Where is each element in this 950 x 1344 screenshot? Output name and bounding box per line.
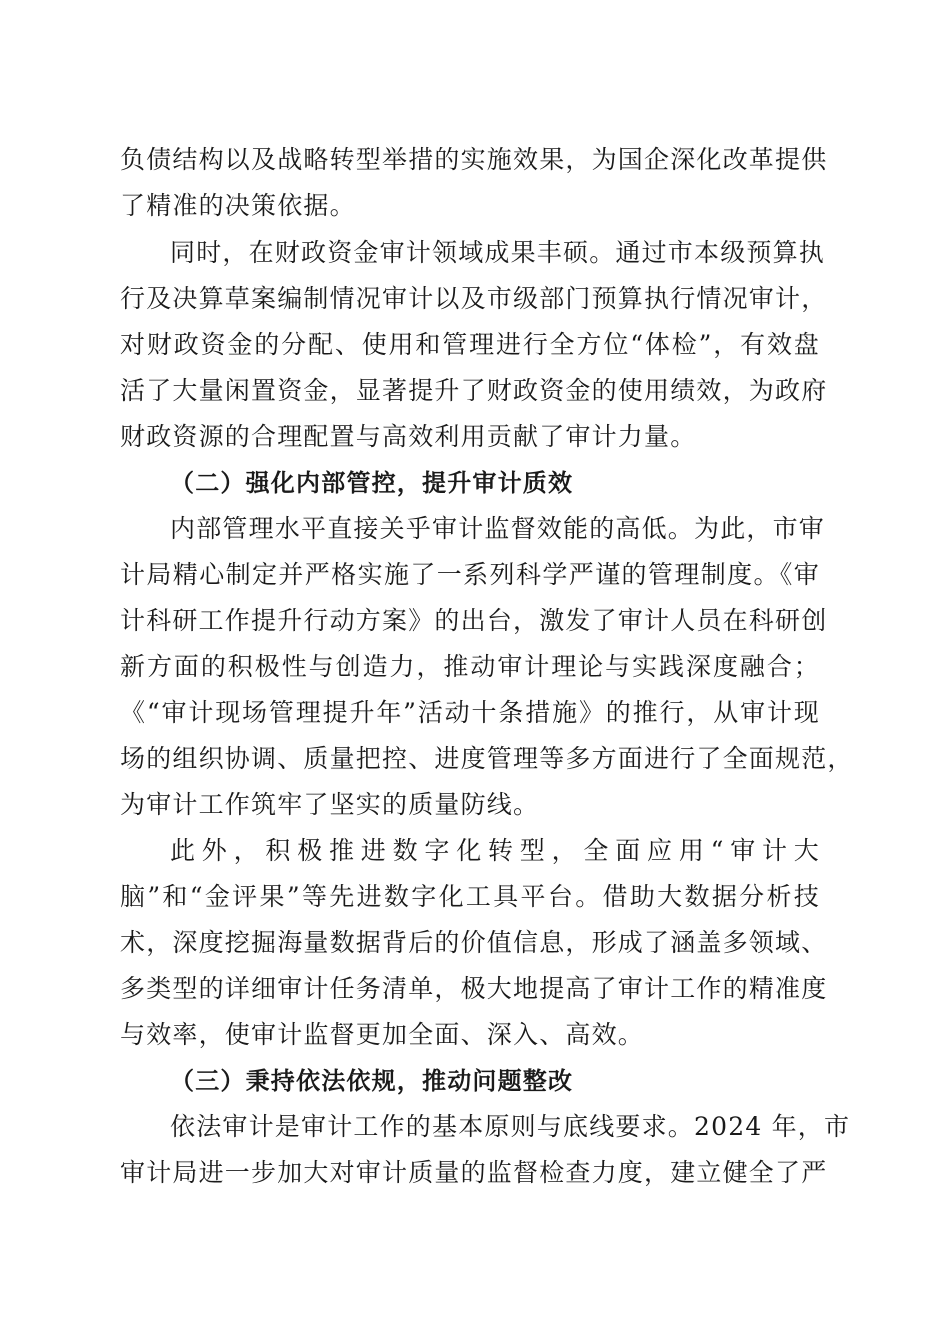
paragraph-line: 与效率，使审计监督更加全面、深入、高效。 <box>120 1020 645 1049</box>
paragraph-line: 场的组织协调、质量把控、进度管理等多方面进行了全面规范， <box>120 744 854 773</box>
paragraph-line: 此外，积极推进数字化转型，全面应用“审计大 <box>170 836 820 865</box>
paragraph-line: 同时，在财政资金审计领域成果丰硕。通过市本级预算执 <box>170 238 826 267</box>
paragraph-line: 为审计工作筑牢了坚实的质量防线。 <box>120 790 540 819</box>
paragraph-line: 负债结构以及战略转型举措的实施效果，为国企深化改革提供 <box>120 145 828 174</box>
paragraph-line: 依法审计是审计工作的基本原则与底线要求。2024 年，市 <box>170 1112 851 1141</box>
paragraph-line: 了精准的决策依据。 <box>120 191 356 220</box>
paragraph-line: 多类型的详细审计任务清单，极大地提高了审计工作的精准度 <box>120 974 828 1003</box>
paragraph-line: 审计局进一步加大对审计质量的监督检查力度，建立健全了严 <box>120 1158 828 1187</box>
paragraph-line: 活了大量闲置资金，显著提升了财政资金的使用绩效，为政府 <box>120 376 828 405</box>
paragraph-line: 计局精心制定并严格实施了一系列科学严谨的管理制度。《审 <box>120 560 820 589</box>
paragraph-line: 对财政资金的分配、使用和管理进行全方位“体检”，有效盘 <box>120 330 820 359</box>
paragraph-line: 财政资源的合理配置与高效利用贡献了审计力量。 <box>120 422 697 451</box>
paragraph-line: 计科研工作提升行动方案》的出台，激发了审计人员在科研创 <box>120 606 828 635</box>
paragraph-line: 行及决算草案编制情况审计以及市级部门预算执行情况审计， <box>120 284 828 313</box>
paragraph-line: 术，深度挖掘海量数据背后的价值信息，形成了涵盖多领域、 <box>120 928 828 957</box>
paragraph-line: 内部管理水平直接关乎审计监督效能的高低。为此，市审 <box>170 514 826 543</box>
paragraph-line: 《“审计现场管理提升年”活动十条措施》的推行，从审计现 <box>120 698 820 727</box>
section-heading: （二）强化内部管控，提升审计质效 <box>170 469 574 497</box>
paragraph-line: 新方面的积极性与创造力，推动审计理论与实践深度融合； <box>120 652 820 681</box>
section-heading: （三）秉持依法依规，推动问题整改 <box>170 1067 574 1095</box>
paragraph-line: 脑”和“金评果”等先进数字化工具平台。借助大数据分析技 <box>120 882 820 911</box>
